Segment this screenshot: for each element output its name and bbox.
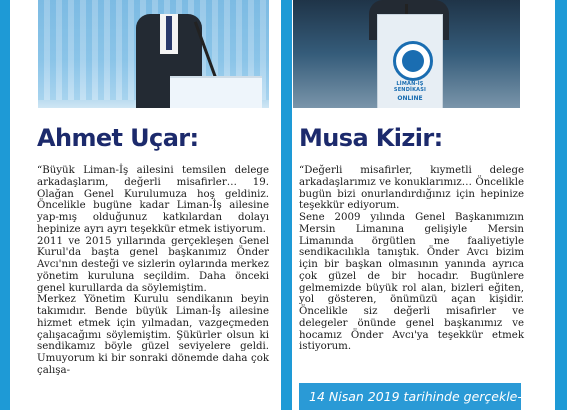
speech-text-left [37,165,269,377]
podium [377,14,443,108]
paragraph: Sene 2009 yılında Genel Başkanımızın Mersin Limanına gelişiyle Mersin Limanında örgütlen me faaliyetiyle sendikacılıkla tanıştık. Önder Avcı bizim için bir başkan olmasının yanında ayrıca çok güzel de bir hocadır. Bugünlere gelmemizde büyük rol alan, bizleri eğiten, yol gösteren, önümüzü açan kişidir. Öncelikle siz değerli misafirler ve delegeler önünde genel başkanımız ve hocamız Önder Avcı'ya teşekkür etmek istiyorum. [299,212,524,353]
podium-bottom-text: ONLINE [397,95,423,102]
speaker-heading-left: Ahmet Uçar: [37,124,199,152]
paragraph: “Değerli misafirler, kıymetli delege arkadaşlarımız ve konuklarımız… Öncelikle bugün bizi onurlandırdığınız için hepinize teşekkür ediyorum. [299,165,524,212]
paragraph: 2011 ve 2015 yıllarında gerçekleşen Genel Kurul'da başta genel başkanımız Önder Avcı'nın desteği ve sizlerin oylarında merkez yönetim kuruluna seçildim. Daha önceki genel kurullarda da söylemiştim. [37,235,269,294]
caption-text: 14 Nisan 2019 tarihinde gerçekle- [309,389,522,404]
left-edge-bar [0,0,10,410]
right-edge-bar [555,0,567,410]
union-logo-center [402,50,424,72]
photo-musa-kizir [293,0,520,108]
speech-text-right [299,165,524,353]
column-divider [281,0,292,410]
paragraph: “Büyük Liman-İş ailesini temsilen delege arkadaşlarım, değerli misafirler… 19. Olağan Genel Kurulumuza hoş geldiniz. Öncelikle bugüne kadar Liman-İş ailesine yap-mış olduğunuz katkılardan dolayı hepinize ayrı ayrı teşekkür etmek istiyorum. [37,165,269,235]
podium [170,76,262,108]
photo-ahmet-ucar [38,0,269,108]
speaker-tie [166,16,172,50]
caption-box [299,383,521,410]
speaker-heading-right: Musa Kizir: [299,124,443,152]
podium-union-name: LİMAN-İŞ SENDİKASI [393,81,427,93]
paragraph: Merkez Yönetim Kurulu sendikanın beyin takımıdır. Bende büyük Liman-İş ailesine hizmet etmek için yılmadan, vazgeçmeden çalışacağımı söylemiştim. Şükürler olsun ki sendikamız böyle güzel seviyelere geldi. Umuyorum ki bir sonraki dönemde daha çok çalışa- [37,294,269,376]
union-logo [393,41,433,81]
